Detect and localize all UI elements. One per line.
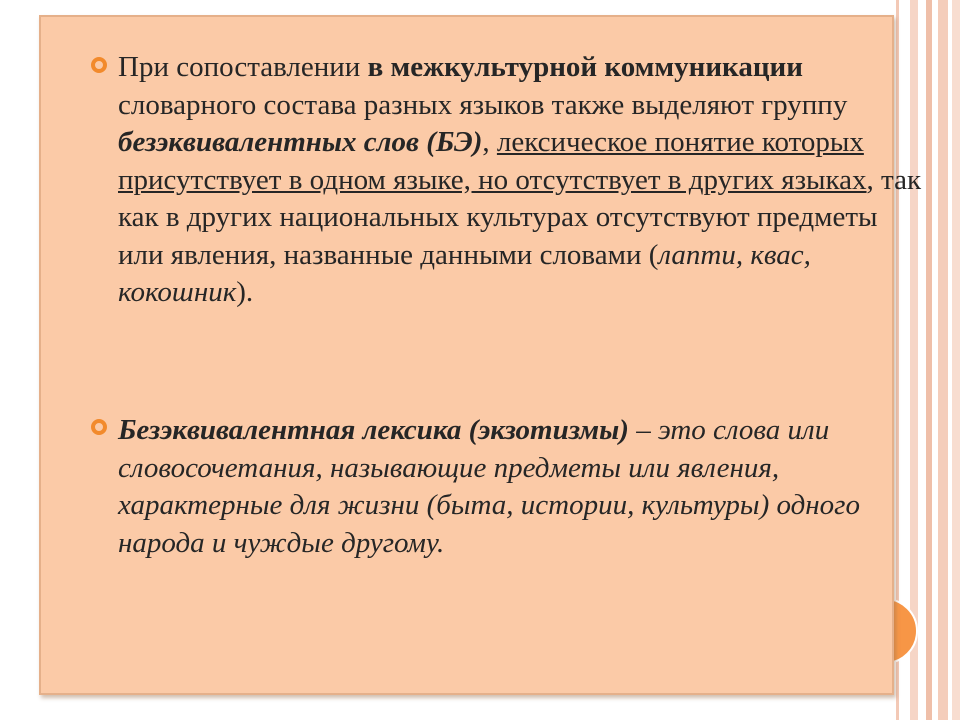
bullet-icon: [91, 57, 107, 73]
paragraph-exoticisms: [118, 412, 926, 562]
text-run: , так как в других национальных культурах отсутствуют предметы или явления, названные данными словами (: [118, 163, 922, 271]
paragraph-definition: [118, 49, 926, 312]
decor-stripe: [952, 0, 960, 720]
text-run: ,: [482, 126, 497, 158]
definition-text: – это слова или словосочетания, называющие предметы или явления, характерные для жизни (быта, истории, культуры) одного народа и чуждые другому.: [118, 414, 860, 559]
bullet-icon: [91, 419, 107, 435]
text-run: При сопоставлении: [118, 51, 368, 83]
decor-stripe: [938, 0, 948, 720]
key-term: Безэквивалентная лексика (экзотизмы): [118, 414, 629, 446]
underlined-definition: лексическое понятие которых присутствует в одном языке, но отсутствует в других языках: [118, 126, 867, 196]
content-box: [39, 15, 922, 695]
decor-stripe: [926, 0, 932, 720]
text-run: ).: [236, 276, 254, 308]
text-run: словарного состава разных языков также выделяют группу: [118, 88, 848, 121]
key-term: безэквивалентных слов (БЭ): [118, 126, 483, 158]
bold-term: в межкультурной коммуникации: [367, 51, 803, 83]
examples: лапти, квас, кокошник: [118, 238, 811, 308]
